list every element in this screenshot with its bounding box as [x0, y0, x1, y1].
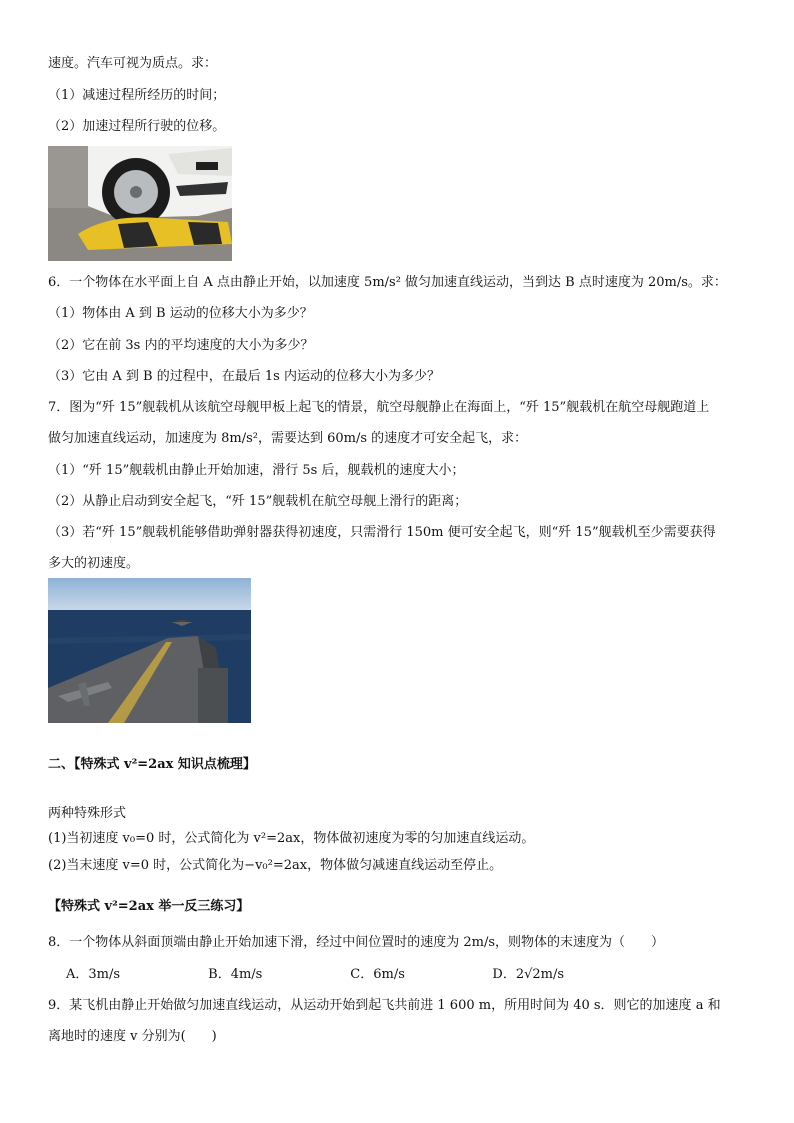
- option-a: A．3m/s: [66, 967, 121, 982]
- problem-7-question-2: （2）从静止启动到安全起飞，“歼 15”舰载机在航空母舰上滑行的距离；: [48, 494, 468, 509]
- problem-7-question-1: （1）“歼 15”舰载机由静止开始加速，滑行 5s 后，舰载机的速度大小；: [48, 463, 465, 478]
- option-c: C．6m/s: [350, 967, 405, 982]
- problem-7-question-3-line-2: 多大的初速度。: [48, 556, 140, 571]
- problem-6-question-3: （3）它由 A 到 B 的过程中，在最后 1s 内运动的位移大小为多少？: [48, 369, 440, 384]
- intro-line: 速度。汽车可视为质点。求：: [48, 56, 218, 71]
- problem-6-question-1: （1）物体由 A 到 B 运动的位移大小为多少？: [48, 306, 313, 321]
- problem-8-stem: 8．一个物体从斜面顶端由静止开始加速下滑，经过中间位置时的速度为 2m/s，则物体的末速度为（ ）: [48, 935, 665, 950]
- problem-9-stem-line-2: 离地时的速度 v 分别为( ): [48, 1029, 217, 1044]
- intro-question-1: （1）减速过程所经历的时间；: [48, 88, 226, 103]
- problem-8-options: [66, 966, 630, 984]
- problem-6-question-2: （2）它在前 3s 内的平均速度的大小为多少？: [48, 338, 314, 353]
- intro-question-2: （2）加速过程所行驶的位移。: [48, 119, 226, 134]
- section-2-heading: 二、【特殊式 v²=2ax 知识点梳理】: [48, 757, 256, 772]
- problem-7-question-3-line-1: （3）若“歼 15”舰载机能够借助弹射器获得初速度，只需滑行 150m 便可安全起飞，则“歼 15”舰载机至少需要获得: [48, 525, 716, 540]
- option-d: D．2√2m/s: [492, 967, 565, 982]
- problem-7-stem-line-1: 7．图为“歼 15”舰载机从该航空母舰甲板上起飞的情景，航空母舰静止在海面上，“歼 15”舰载机在航空母舰跑道上: [48, 400, 710, 415]
- special-form-2: (2)当末速度 v=0 时，公式简化为−v₀²=2ax，物体做匀减速直线运动至停止。: [48, 858, 503, 873]
- problem-7-stem-line-2: 做匀加速直线运动，加速度为 8m/s²，需要达到 60m/s 的速度才可安全起飞，求：: [48, 431, 528, 446]
- problem-9-stem-line-1: 9．某飞机由静止开始做匀加速直线运动，从运动开始到起飞共前进 1 600 m，所用时间为 40 s．则它的加速度 a 和: [48, 998, 721, 1013]
- car-speed-bump-photo: [48, 146, 232, 261]
- problem-6-stem: 6．一个物体在水平面上自 A 点由静止开始，以加速度 5m/s² 做匀加速直线运动，当到达 B 点时速度为 20m/s。求：: [48, 275, 727, 290]
- section-2-subheading: 两种特殊形式: [48, 806, 127, 821]
- option-b: B．4m/s: [208, 967, 263, 982]
- aircraft-carrier-photo: [48, 578, 251, 723]
- practice-heading: 【特殊式 v²=2ax 举一反三练习】: [48, 899, 250, 914]
- special-form-1: (1)当初速度 v₀=0 时，公式简化为 v²=2ax，物体做初速度为零的匀加速直线运动。: [48, 831, 535, 846]
